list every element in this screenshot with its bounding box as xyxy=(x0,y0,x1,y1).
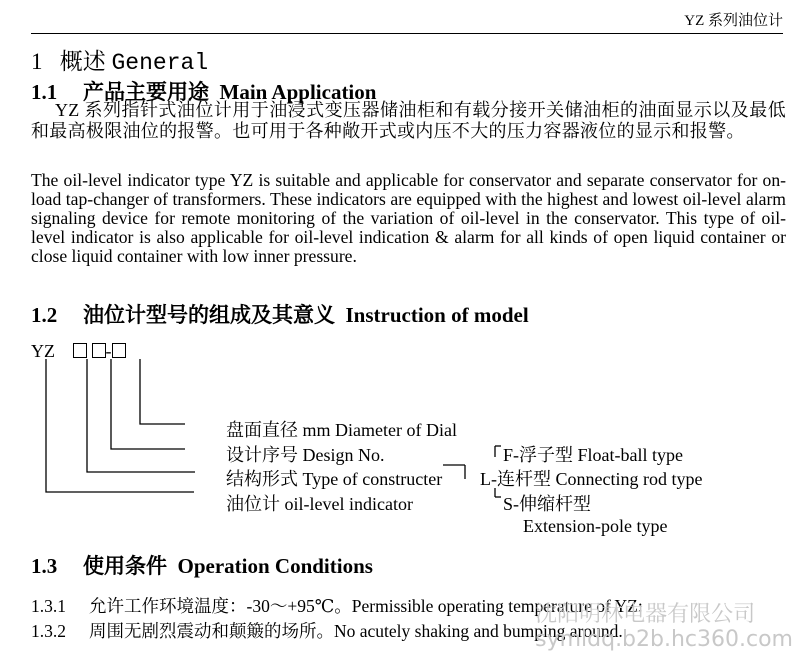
section-1-3-title-zh: 使用条件 xyxy=(83,554,167,578)
watermark xyxy=(535,602,793,652)
running-header: YZ 系列油位计 xyxy=(684,13,783,29)
section-1-2-number: 1.2 xyxy=(31,303,58,327)
section-1-2-title-en: Instruction of model xyxy=(345,303,529,327)
leader-design xyxy=(111,359,185,449)
label-indicator: 油位计 oil-level indicator xyxy=(226,494,413,514)
type-pole: S-伸缩杆型 xyxy=(503,494,592,514)
condition-number: 1.3.1 xyxy=(31,596,66,616)
section-1-number: 1 xyxy=(31,49,43,74)
section-1-2-title-zh: 油位计型号的组成及其意义 xyxy=(83,303,335,327)
watermark-company: 沈阳明林电器有限公司 xyxy=(535,602,756,627)
condition-text: 周围无剧烈震动和颠簸的场所。No acutely shaking and bumping around. xyxy=(89,621,623,641)
section-1-title-en: General xyxy=(111,50,209,76)
type-pole-en: Extension-pole type xyxy=(523,516,668,536)
condition-number: 1.3.2 xyxy=(31,621,66,641)
label-construct: 结构形式 Type of constructer xyxy=(226,469,443,489)
condition-item xyxy=(31,618,623,643)
type-rod: L-连杆型 Connecting rod type xyxy=(480,469,703,489)
label-dial: 盘面直径 mm Diameter of Dial xyxy=(226,420,457,440)
application-paragraph-zh: YZ 系列指针式油位计用于油浸式变压器储油柜和有载分接开关储油柜的油面显示以及最低和最高极限油位的报警。也可用于各种敞开式或内压不大的压力容器液位的显示和报警。 xyxy=(31,100,786,141)
section-1-1-number: 1.1 xyxy=(31,80,58,104)
condition-text: 允许工作环境温度：-30～+95℃。Permissible operating temperature of YZ: xyxy=(89,596,643,616)
leader-dial xyxy=(140,359,185,424)
watermark-site: symldq.b2b.hc360.com xyxy=(535,627,793,652)
section-1-3-title-en: Operation Conditions xyxy=(177,554,373,578)
model-dash: - xyxy=(105,341,112,361)
type-float: F-浮子型 Float-ball type xyxy=(503,445,683,465)
section-1-1-title-zh: 产品主要用途 xyxy=(83,80,209,104)
section-1-3-number: 1.3 xyxy=(31,554,58,578)
section-1-1-title-en: Main Application xyxy=(219,80,377,104)
model-prefix: YZ xyxy=(31,341,55,361)
leader-construct xyxy=(87,359,195,472)
application-paragraph-en: The oil-level indicator type YZ is suitable and applicable for conservator and separate conservator for on-load tap-changer of transformers. These indicators are equipped with the highest and lowest oil-level alarm signaling device for remote monitoring of the variation of oil-level in the conservator. This type of oil-level indicator is also applicable for oil-level indication & alarm for all kinds of open liquid container or close liquid container with low inner pressure. xyxy=(31,170,786,266)
label-design: 设计序号 Design No. xyxy=(226,445,385,465)
section-1-title-zh: 概述 xyxy=(59,49,106,74)
section-1-3-heading xyxy=(31,550,373,580)
